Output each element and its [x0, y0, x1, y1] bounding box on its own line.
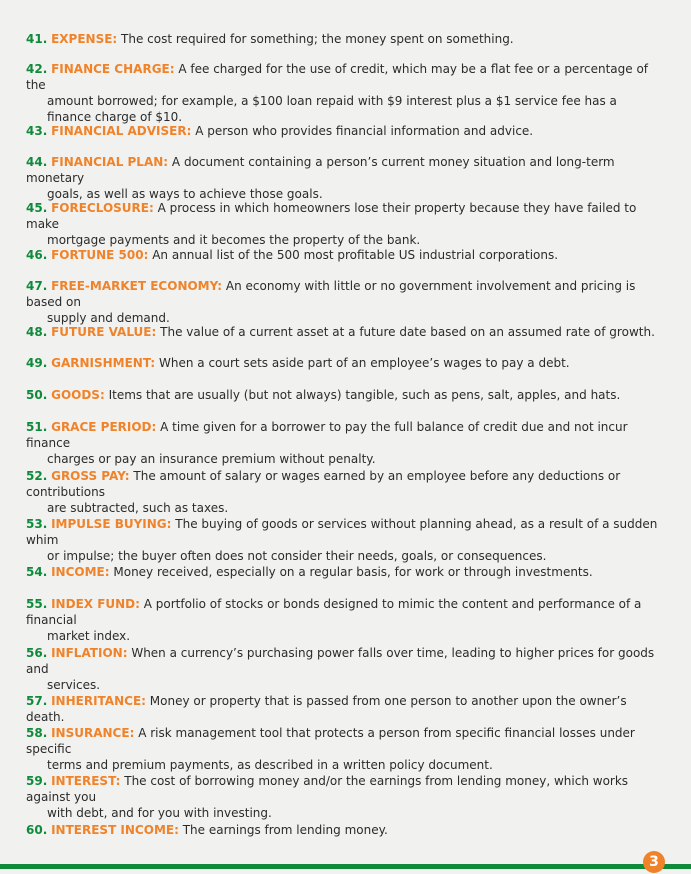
entry-number: 51.	[26, 420, 48, 434]
entry-term: FORTUNE 500:	[51, 248, 149, 262]
entry-term: INTEREST:	[51, 774, 121, 788]
entry-number: 42.	[26, 62, 48, 76]
entry-number: 49.	[26, 356, 48, 370]
entry-definition: The cost required for something; the money spent on something.	[121, 32, 514, 46]
entry-definition-continued: services.	[47, 678, 101, 692]
glossary-entry	[26, 468, 666, 516]
entry-term: INCOME:	[51, 565, 110, 579]
entry-definition: When a court sets aside part of an employee’s wages to pay a debt.	[159, 356, 570, 370]
entry-definition-continued: terms and premium payments, as described in a written policy document.	[47, 758, 493, 772]
entry-definition-continued: supply and demand.	[47, 311, 170, 325]
entry-definition: A process in which homeowners lose their property because they have failed to make	[26, 201, 637, 231]
entry-definition: A risk management tool that protects a person from specific financial losses under specific	[26, 726, 635, 756]
glossary-entry	[26, 123, 666, 139]
entry-definition: The cost of borrowing money and/or the earnings from lending money, which works against you	[26, 774, 629, 804]
entry-number: 41.	[26, 32, 48, 46]
entry-number: 58.	[26, 726, 48, 740]
glossary-entry	[26, 247, 666, 263]
entry-definition: A time given for a borrower to pay the full balance of credit due and not incur finance	[26, 420, 628, 450]
entry-number: 57.	[26, 694, 48, 708]
entry-definition: The value of a current asset at a future date based on an assumed rate of growth.	[160, 325, 655, 339]
entry-term: IMPULSE BUYING:	[51, 517, 172, 531]
entry-number: 56.	[26, 646, 48, 660]
glossary-entry	[26, 387, 666, 403]
entry-definition-continued: mortgage payments and it becomes the property of the bank.	[47, 233, 421, 247]
entry-definition-continued: goals, as well as ways to achieve those goals.	[47, 187, 323, 201]
entry-definition: An economy with little or no government involvement and pricing is based on	[26, 279, 636, 309]
entry-definition: Money received, especially on a regular basis, for work or through investments.	[113, 565, 593, 579]
entry-definition-continued: are subtracted, such as taxes.	[47, 501, 229, 515]
entry-definition: An annual list of the 500 most profitable US industrial corporations.	[152, 248, 559, 262]
entry-number: 60.	[26, 823, 48, 837]
glossary-entry	[26, 596, 666, 644]
entry-definition-continued: charges or pay an insurance premium without penalty.	[47, 452, 376, 466]
glossary-entry	[26, 61, 666, 125]
glossary-entry	[26, 693, 666, 725]
glossary-entry	[26, 645, 666, 693]
entry-number: 43.	[26, 124, 48, 138]
entry-number: 45.	[26, 201, 48, 215]
entry-number: 46.	[26, 248, 48, 262]
entry-definition-continued: market index.	[47, 629, 131, 643]
entry-definition-continued: or impulse; the buyer often does not consider their needs, goals, or consequences.	[47, 549, 547, 563]
entry-term: GRACE PERIOD:	[51, 420, 157, 434]
entry-number: 48.	[26, 325, 48, 339]
footer-rule	[0, 864, 691, 869]
entry-definition: A person who provides financial information and advice.	[195, 124, 534, 138]
entry-term: FREE-MARKET ECONOMY:	[51, 279, 223, 293]
entry-definition: A document containing a person’s current money situation and long-term monetary	[26, 155, 615, 185]
entry-definition: Items that are usually (but not always) tangible, such as pens, salt, apples, and hats.	[108, 388, 621, 402]
entry-term: INDEX FUND:	[51, 597, 140, 611]
entry-term: GARNISHMENT:	[51, 356, 156, 370]
entry-term: EXPENSE:	[51, 32, 118, 46]
glossary-entry	[26, 355, 666, 371]
glossary-entry	[26, 773, 666, 821]
entry-term: INFLATION:	[51, 646, 128, 660]
entry-term: INHERITANCE:	[51, 694, 146, 708]
entry-definition-continued: amount borrowed; for example, a $100 loan repaid with $9 interest plus a $1 service fee has a finance charge of $10.	[47, 94, 617, 124]
entry-number: 53.	[26, 517, 48, 531]
entry-term: GROSS PAY:	[51, 469, 130, 483]
entry-definition: The buying of goods or services without planning ahead, as a result of a sudden whim	[26, 517, 658, 547]
glossary-entry	[26, 278, 666, 326]
entry-definition: A portfolio of stocks or bonds designed to mimic the content and performance of a financial	[26, 597, 642, 627]
glossary-entry	[26, 31, 666, 47]
glossary-entry	[26, 516, 666, 564]
entry-term: INSURANCE:	[51, 726, 135, 740]
entry-definition: The amount of salary or wages earned by an employee before any deductions or contributions	[26, 469, 621, 499]
entry-term: GOODS:	[51, 388, 105, 402]
page-number-badge: 3	[643, 851, 665, 873]
glossary-entry	[26, 200, 666, 248]
entry-term: INTEREST INCOME:	[51, 823, 179, 837]
entry-number: 44.	[26, 155, 48, 169]
entry-number: 50.	[26, 388, 48, 402]
entry-definition: The earnings from lending money.	[182, 823, 388, 837]
entry-number: 47.	[26, 279, 48, 293]
entry-definition: Money or property that is passed from one person to another upon the owner’s death.	[26, 694, 627, 724]
entry-number: 52.	[26, 469, 48, 483]
entry-term: FINANCE CHARGE:	[51, 62, 175, 76]
glossary-entry	[26, 324, 666, 340]
entry-definition: When a currency’s purchasing power falls over time, leading to higher prices for goods and	[26, 646, 655, 676]
entry-term: FINANCIAL PLAN:	[51, 155, 169, 169]
entry-number: 55.	[26, 597, 48, 611]
glossary-entry	[26, 419, 666, 467]
glossary-entry	[26, 822, 666, 838]
entry-term: FORECLOSURE:	[51, 201, 154, 215]
entry-term: FINANCIAL ADVISER:	[51, 124, 192, 138]
glossary-entry	[26, 725, 666, 773]
entry-definition-continued: with debt, and for you with investing.	[47, 806, 272, 820]
entry-number: 59.	[26, 774, 48, 788]
entry-term: FUTURE VALUE:	[51, 325, 157, 339]
entry-number: 54.	[26, 565, 48, 579]
glossary-entry	[26, 564, 666, 580]
glossary-entry	[26, 154, 666, 202]
entry-definition: A fee charged for the use of credit, which may be a flat fee or a percentage of the	[26, 62, 649, 92]
